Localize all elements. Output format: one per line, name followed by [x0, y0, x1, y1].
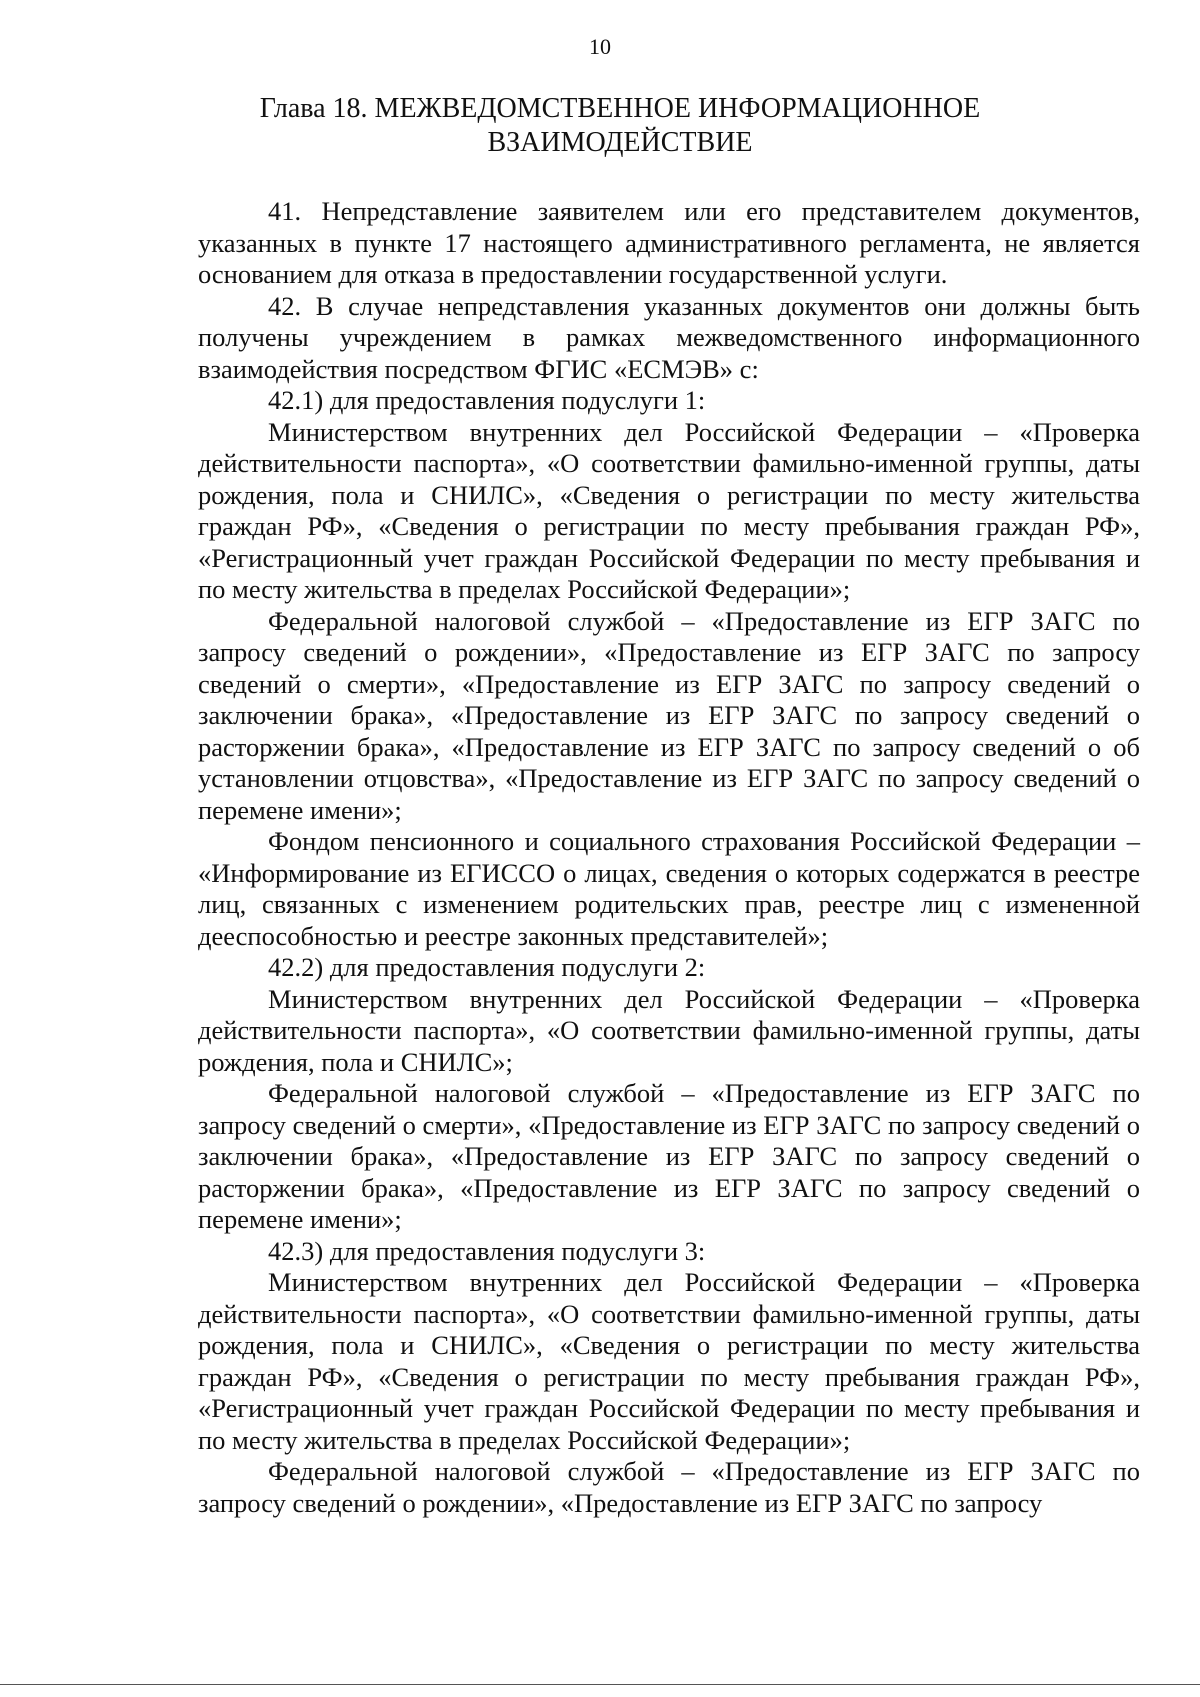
page-number: 10 [589, 34, 611, 59]
chapter-title [240, 92, 1000, 160]
body-text [198, 196, 1140, 1519]
paragraph-sfr-1: Фондом пенсионного и социального страхования Российской Федерации – «Информирование из ЕГИССО о лицах, сведения о которых содержатся в реестре лиц, связанных с изменением родительских прав, реестре лиц с измененной дееспособностью и реестре законных представителей»; [198, 826, 1140, 951]
paragraph-mvd-2: Министерством внутренних дел Российской Федерации – «Проверка действительности паспорта», «О соответствии фамильно-именной группы, даты рождения, пола и СНИЛС»; [198, 983, 1140, 1077]
paragraph-fns-3: Федеральной налоговой службой – «Предоставление из ЕГР ЗАГС по запросу сведений о рождении», «Предоставление из ЕГР ЗАГС по запросу [198, 1456, 1140, 1518]
chapter-title-line-1: Глава 18. МЕЖВЕДОМСТВЕННОЕ ИНФОРМАЦИОННОЕ [259, 93, 981, 124]
subparagraph-42-3: 42.3) для предоставления подуслуги 3: [268, 1235, 706, 1266]
paragraph-mvd-3: Министерством внутренних дел Российской Федерации – «Проверка действительности паспорта», «О соответствии фамильно-именной группы, даты рождения, пола и СНИЛС», «Сведения о регистрации по месту жительства граждан РФ», «Сведения о регистрации по месту пребывания граждан РФ», «Регистрационный учет граждан Российской Федерации по месту пребывания и по месту жительства в пределах Российской Федерации»; [198, 1267, 1140, 1455]
paragraph-41: 41. Непредставление заявителем или его представителем документов, указанных в пункте 17 настоящего административного регламента, не является основанием для отказа в предоставлении государственной услуги. [198, 196, 1140, 289]
paragraph-42: 42. В случае непредставления указанных документов они должны быть получены учреждением в рамках межведомственного информационного взаимодействия посредством ФГИС «ЕСМЭВ» с: [198, 290, 1140, 384]
subparagraph-42-2: 42.2) для предоставления подуслуги 2: [268, 952, 706, 982]
paragraph-fns-1: Федеральной налоговой службой – «Предоставление из ЕГР ЗАГС по запросу сведений о рождении», «Предоставление из ЕГР ЗАГС по запросу сведений о смерти», «Предоставление из ЕГР ЗАГС по запросу сведений о заключении брака», «Предоставление из ЕГР ЗАГС по запросу сведений о расторжении брака», «Предоставление из ЕГР ЗАГС по запросу сведений о об установлении отцовства», «Предоставление из ЕГР ЗАГС по запросу сведений о перемене имени»; [198, 605, 1140, 825]
scan-bottom-edge [0, 1684, 1200, 1685]
paragraph-fns-2: Федеральной налоговой службой – «Предоставление из ЕГР ЗАГС по запросу сведений о смерти», «Предоставление из ЕГР ЗАГС по запросу сведений о заключении брака», «Предоставление из ЕГР ЗАГС по запросу сведений о расторжении брака», «Предоставление из ЕГР ЗАГС по запросу сведений о перемене имени»; [198, 1078, 1140, 1234]
paragraph-mvd-1: Министерством внутренних дел Российской Федерации – «Проверка действительности паспорта», «О соответствии фамильно-именной группы, даты рождения, пола и СНИЛС», «Сведения о регистрации по месту жительства граждан РФ», «Сведения о регистрации по месту пребывания граждан РФ», «Регистрационный учет граждан Российской Федерации по месту пребывания и по месту жительства в пределах Российской Федерации»; [198, 416, 1140, 604]
subparagraph-42-1: 42.1) для предоставления подуслуги 1: [268, 385, 706, 415]
chapter-title-line-2: ВЗАИМОДЕЙСТВИЕ [487, 127, 753, 158]
